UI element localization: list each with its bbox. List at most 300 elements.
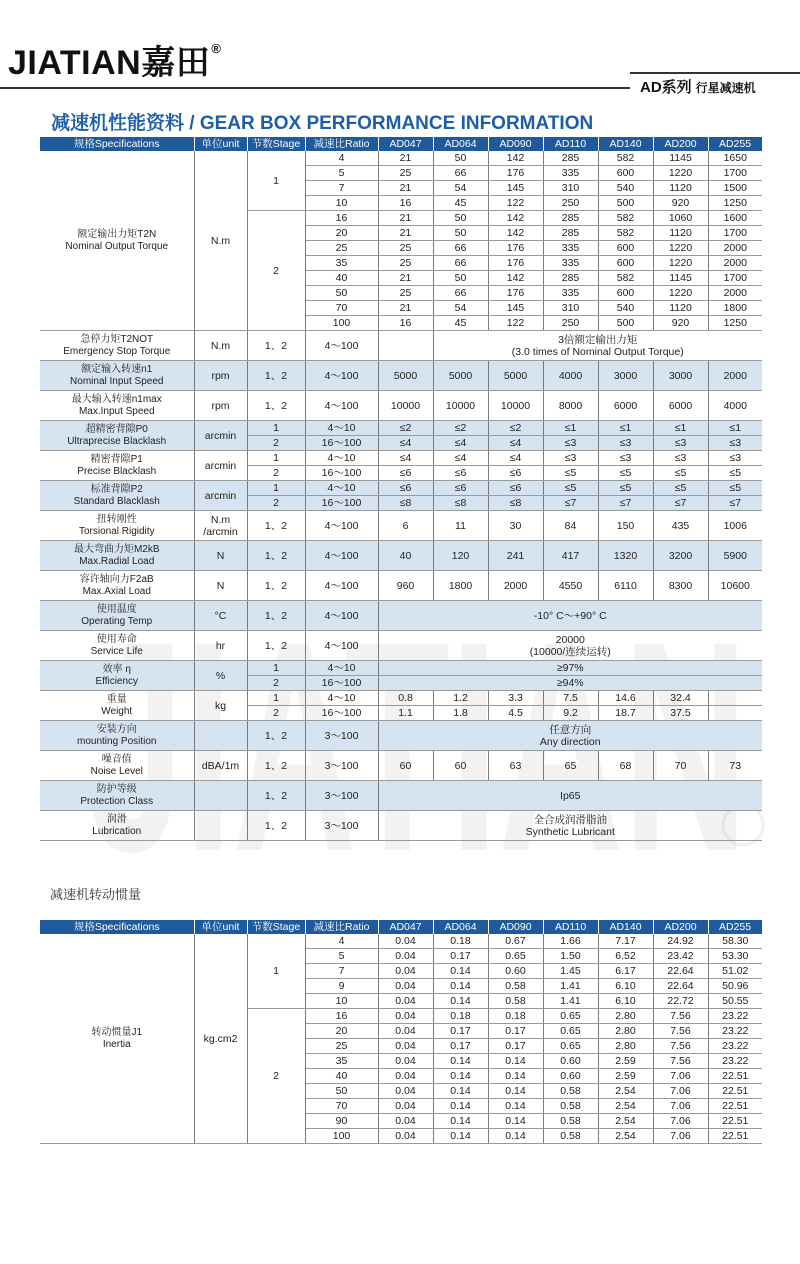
value-cell: 1.41	[543, 979, 598, 994]
value-cell: 0.04	[378, 1054, 433, 1069]
value-cell: 0.04	[378, 1084, 433, 1099]
stage-cell: 1、2	[247, 721, 305, 751]
value-cell: 1.1	[378, 706, 433, 721]
span-value-line-1: (10000/连续运转)	[529, 645, 611, 658]
value-cell: 0.58	[543, 1084, 598, 1099]
span-value	[378, 721, 762, 751]
column-header-9: AD200	[653, 137, 708, 151]
spec-label-inertia	[40, 934, 194, 1144]
value-cell: 7.06	[653, 1129, 708, 1144]
value-cell: ≤7	[708, 496, 762, 511]
value-cell: 4000	[543, 361, 598, 391]
value-cell: ≤4	[378, 451, 433, 466]
value-cell: 0.14	[488, 1129, 543, 1144]
spec-label-max-input-speed-line-0: 最大输入转速n1max	[71, 393, 162, 405]
column-header-7: AD110	[543, 920, 598, 934]
value-cell: 21	[378, 211, 433, 226]
row-backlash-p2	[40, 481, 762, 496]
value-cell: 0.65	[488, 949, 543, 964]
stage-cell: 1	[247, 151, 305, 211]
value-cell: 0.04	[378, 1129, 433, 1144]
column-header-9: AD200	[653, 920, 708, 934]
spec-label-radial-line-1: Max.Radial Load	[79, 555, 155, 567]
value-cell: 25	[378, 166, 433, 181]
value-cell: 250	[543, 316, 598, 331]
value-cell: 0.04	[378, 994, 433, 1009]
value-cell: 1120	[653, 226, 708, 241]
value-cell: 0.65	[543, 1024, 598, 1039]
spec-label-life-line-1: Service Life	[90, 645, 143, 657]
spec-label-temp-line-1: Operating Temp	[81, 615, 153, 627]
value-cell: 70	[653, 751, 708, 781]
value-cell: 73	[708, 751, 762, 781]
value-cell: 23.22	[708, 1039, 762, 1054]
value-cell: 582	[598, 211, 653, 226]
row-weight	[40, 691, 762, 706]
ratio-cell: 25	[305, 1039, 378, 1054]
value-cell: 1.8	[433, 706, 488, 721]
stage-cell: 2	[247, 496, 305, 511]
value-cell: 22.51	[708, 1099, 762, 1114]
value-cell: 8000	[543, 391, 598, 421]
ratio-cell: 4～10	[305, 421, 378, 436]
unit-cell	[194, 511, 247, 541]
page-header	[0, 0, 800, 96]
spec-label-input-speed-line-1: Nominal Input Speed	[70, 375, 164, 387]
value-cell: 7.06	[653, 1084, 708, 1099]
value-cell: 1320	[598, 541, 653, 571]
value-cell: 5900	[708, 541, 762, 571]
value-cell: 54	[433, 181, 488, 196]
value-cell: 582	[598, 271, 653, 286]
ratio-cell: 16	[305, 211, 378, 226]
value-cell: ≤3	[543, 451, 598, 466]
value-cell: 285	[543, 151, 598, 166]
value-cell: 145	[488, 301, 543, 316]
ratio-cell: 10	[305, 994, 378, 1009]
value-cell: 142	[488, 226, 543, 241]
column-header-2: 节数Stage	[247, 920, 305, 934]
value-cell: 1145	[653, 151, 708, 166]
value-cell: 1700	[708, 166, 762, 181]
value-cell: 22.51	[708, 1069, 762, 1084]
value-cell: 500	[598, 196, 653, 211]
ratio-cell: 16～100	[305, 676, 378, 691]
value-cell: 6.10	[598, 994, 653, 1009]
value-cell: 58.30	[708, 934, 762, 949]
value-cell: 50.55	[708, 994, 762, 1009]
spec-label-protection-line-1: Protection Class	[80, 795, 154, 807]
spec-label-axial-line-1: Max.Axial Load	[82, 585, 151, 597]
unit-cell: rpm	[194, 391, 247, 421]
value-cell: ≤3	[653, 436, 708, 451]
value-cell: 1700	[708, 271, 762, 286]
stage-cell: 1、2	[247, 751, 305, 781]
value-cell: 0.14	[433, 1069, 488, 1084]
value-cell: 0.17	[488, 1039, 543, 1054]
spec-label-max-input-speed-line-1: Max.Input Speed	[78, 405, 155, 417]
unit-cell: N	[194, 541, 247, 571]
row-backlash-p1	[40, 451, 762, 466]
spec-label-p0-line-1: Ultraprecise Blacklash	[67, 435, 167, 447]
series-subtitle: 行星减速机	[695, 81, 756, 95]
spec-label-emergency-line-1: Emergency Stop Torque	[63, 345, 171, 357]
value-cell: 66	[433, 256, 488, 271]
row-radial	[40, 541, 762, 571]
value-cell: 2000	[708, 286, 762, 301]
stage-cell: 2	[247, 436, 305, 451]
header-divider	[0, 87, 630, 89]
ratio-cell: 3～100	[305, 751, 378, 781]
spec-label-torque-line-0: 额定输出力矩T2N	[77, 228, 157, 240]
spec-label-protection-line-0: 防护等级	[96, 783, 137, 795]
value-cell: 1.41	[543, 994, 598, 1009]
value-cell: 60	[378, 751, 433, 781]
spec-label-axial-line-0: 容许轴向力F2aB	[79, 573, 154, 585]
value-cell: 0.04	[378, 1009, 433, 1024]
value-cell: 176	[488, 166, 543, 181]
spec-label-radial	[40, 541, 194, 571]
ratio-cell: 70	[305, 1099, 378, 1114]
value-cell: 600	[598, 241, 653, 256]
value-cell: 5000	[378, 361, 433, 391]
value-cell: ≤1	[543, 421, 598, 436]
value-cell: 0.65	[543, 1009, 598, 1024]
stage-cell: 1	[247, 481, 305, 496]
span-value: ≥94%	[378, 676, 762, 691]
value-cell: 16	[378, 316, 433, 331]
stage-cell: 2	[247, 676, 305, 691]
spec-label-rigidity-line-0: 扭转刚性	[96, 513, 137, 525]
value-cell: 582	[598, 226, 653, 241]
unit-cell: hr	[194, 631, 247, 661]
row-noise	[40, 751, 762, 781]
value-cell: ≤7	[598, 496, 653, 511]
value-cell: ≤3	[708, 436, 762, 451]
unit-cell	[194, 721, 247, 751]
value-cell: 417	[543, 541, 598, 571]
value-cell: 2.80	[598, 1039, 653, 1054]
spec-label-weight	[40, 691, 194, 721]
value-cell: 285	[543, 211, 598, 226]
value-cell: 1220	[653, 241, 708, 256]
value-cell: 7.17	[598, 934, 653, 949]
row-emergency	[40, 331, 762, 361]
value-cell: 241	[488, 541, 543, 571]
value-cell: 0.14	[488, 1054, 543, 1069]
column-header-5: AD064	[433, 137, 488, 151]
value-cell: 2000	[488, 571, 543, 601]
value-cell: 1.2	[433, 691, 488, 706]
spec-label-lubrication-line-1: Lubrication	[92, 825, 142, 837]
stage-cell: 1、2	[247, 391, 305, 421]
column-header-2: 节数Stage	[247, 137, 305, 151]
series-name: AD系列	[640, 79, 692, 96]
value-cell: 10000	[378, 391, 433, 421]
value-cell: 1060	[653, 211, 708, 226]
value-cell: 7.56	[653, 1009, 708, 1024]
value-cell: ≤6	[378, 481, 433, 496]
value-cell: ≤4	[488, 451, 543, 466]
row-axial	[40, 571, 762, 601]
value-cell: ≤3	[543, 436, 598, 451]
row-efficiency	[40, 661, 762, 676]
ratio-cell: 40	[305, 1069, 378, 1084]
span-value-line-1: (3.0 times of Nominal Output Torque)	[511, 345, 684, 358]
spec-label-mounting	[40, 721, 194, 751]
value-cell: 23.22	[708, 1024, 762, 1039]
value-cell: 4.5	[488, 706, 543, 721]
value-cell: 40	[378, 541, 433, 571]
value-cell: 0.65	[543, 1039, 598, 1054]
value-cell: 21	[378, 226, 433, 241]
value-cell: 1.45	[543, 964, 598, 979]
value-cell: 600	[598, 166, 653, 181]
value-cell: 176	[488, 286, 543, 301]
spec-label-lubrication	[40, 811, 194, 841]
value-cell: 5000	[433, 361, 488, 391]
spec-label-inertia-line-0: 转动惯量J1	[91, 1026, 143, 1038]
row-protection	[40, 781, 762, 811]
value-cell: 310	[543, 301, 598, 316]
value-cell: ≤1	[598, 421, 653, 436]
value-cell: 21	[378, 181, 433, 196]
value-cell: 2.54	[598, 1099, 653, 1114]
stage-cell: 1、2	[247, 571, 305, 601]
stage-cell: 1	[247, 691, 305, 706]
value-cell: 22.64	[653, 964, 708, 979]
value-cell: 0.04	[378, 949, 433, 964]
value-cell: 50	[433, 211, 488, 226]
value-cell: 9.2	[543, 706, 598, 721]
ratio-cell: 100	[305, 316, 378, 331]
ratio-cell: 4～10	[305, 481, 378, 496]
spec-label-input-speed-line-0: 额定输入转速n1	[81, 363, 153, 375]
span-value	[378, 781, 762, 811]
value-cell: 1650	[708, 151, 762, 166]
registered-mark: ®	[211, 41, 222, 56]
value-cell: ≤8	[433, 496, 488, 511]
value-cell: 24.92	[653, 934, 708, 949]
spec-label-weight-line-1: Weight	[101, 705, 133, 717]
value-cell: 142	[488, 271, 543, 286]
value-cell: 335	[543, 256, 598, 271]
performance-table	[40, 137, 763, 841]
value-cell: 0.14	[433, 1054, 488, 1069]
value-cell: 335	[543, 286, 598, 301]
stage-cell: 2	[247, 466, 305, 481]
ratio-cell: 16	[305, 1009, 378, 1024]
column-header-8: AD140	[598, 920, 653, 934]
value-cell: 500	[598, 316, 653, 331]
ratio-cell: 7	[305, 181, 378, 196]
spec-label-weight-line-0: 重量	[106, 693, 127, 705]
value-cell: ≤7	[543, 496, 598, 511]
brand-name: JIATIAN	[8, 44, 142, 82]
unit-cell: kg	[194, 691, 247, 721]
value-cell: 1.66	[543, 934, 598, 949]
value-cell: 7.56	[653, 1039, 708, 1054]
ratio-cell: 50	[305, 286, 378, 301]
ratio-cell: 4～10	[305, 661, 378, 676]
value-cell: 0.58	[543, 1114, 598, 1129]
stage-cell: 1、2	[247, 331, 305, 361]
unit-cell: °C	[194, 601, 247, 631]
value-cell: 22.51	[708, 1129, 762, 1144]
span-value	[378, 631, 762, 661]
value-cell: 25	[378, 286, 433, 301]
value-cell: 0.60	[543, 1054, 598, 1069]
value-cell: 920	[653, 316, 708, 331]
empty-cell	[378, 331, 433, 361]
unit-cell: rpm	[194, 361, 247, 391]
column-header-3: 减速比Ratio	[305, 920, 378, 934]
value-cell: 310	[543, 181, 598, 196]
spec-label-mounting-line-0: 安装方向	[96, 723, 137, 735]
stage-cell: 1	[247, 421, 305, 436]
value-cell: ≤5	[708, 466, 762, 481]
value-cell: 150	[598, 511, 653, 541]
ratio-cell: 4	[305, 151, 378, 166]
row-max-input-speed	[40, 391, 762, 421]
ratio-cell: 4	[305, 934, 378, 949]
span-value	[378, 811, 762, 841]
ratio-cell: 35	[305, 256, 378, 271]
ratio-cell: 4～100	[305, 361, 378, 391]
value-cell: 6000	[598, 391, 653, 421]
value-cell: ≤6	[433, 466, 488, 481]
inertia-table	[40, 920, 763, 1144]
spec-label-emergency-line-0: 急停力矩T2NOT	[80, 333, 154, 345]
ratio-cell: 4～100	[305, 601, 378, 631]
spec-label-p0	[40, 421, 194, 451]
ratio-cell: 7	[305, 964, 378, 979]
span-value	[433, 331, 762, 361]
unit-cell: dBA/1m	[194, 751, 247, 781]
value-cell: 0.60	[488, 964, 543, 979]
ratio-cell: 16～100	[305, 496, 378, 511]
value-cell: ≤3	[653, 451, 708, 466]
column-header-10: AD255	[708, 137, 762, 151]
span-value-line-0: 3倍额定输出力矩	[558, 333, 638, 346]
spec-label-radial-line-0: 最大弯曲力矩M2kB	[73, 543, 160, 555]
value-cell: 250	[543, 196, 598, 211]
value-cell: 10600	[708, 571, 762, 601]
spec-label-noise	[40, 751, 194, 781]
value-cell: 0.58	[488, 994, 543, 1009]
value-cell: 0.17	[433, 1039, 488, 1054]
value-cell: ≤2	[378, 421, 433, 436]
row-backlash-p0	[40, 421, 762, 436]
spec-label-torque	[40, 151, 194, 331]
value-cell: 0.58	[488, 979, 543, 994]
spec-label-efficiency	[40, 661, 194, 691]
column-header-1: 单位unit	[194, 920, 247, 934]
value-cell: 2.54	[598, 1114, 653, 1129]
value-cell: ≤7	[653, 496, 708, 511]
spec-label-rigidity-line-1: Torsional Rigidity	[78, 525, 155, 537]
spec-label-temp	[40, 601, 194, 631]
value-cell: 0.60	[543, 1069, 598, 1084]
value-cell: 23.42	[653, 949, 708, 964]
value-cell: 50	[433, 226, 488, 241]
spec-label-p2-line-1: Standard Blacklash	[73, 495, 160, 507]
value-cell: 1220	[653, 256, 708, 271]
ratio-cell: 50	[305, 1084, 378, 1099]
spec-label-mounting-line-1: mounting Position	[77, 735, 157, 747]
value-cell: 1800	[708, 301, 762, 316]
spec-label-protection	[40, 781, 194, 811]
value-cell: 5000	[488, 361, 543, 391]
value-cell: 0.04	[378, 1024, 433, 1039]
column-header-5: AD064	[433, 920, 488, 934]
value-cell: 25	[378, 241, 433, 256]
ratio-cell: 100	[305, 1129, 378, 1144]
spec-label-p0-line-0: 超精密背隙P0	[85, 423, 148, 435]
value-cell: 145	[488, 181, 543, 196]
unit-cell-line-0: N.m	[210, 513, 231, 526]
spec-label-life	[40, 631, 194, 661]
ratio-cell: 9	[305, 979, 378, 994]
stage-cell: 2	[247, 706, 305, 721]
header-divider-right	[630, 72, 800, 74]
value-cell: 1120	[653, 181, 708, 196]
spec-label-efficiency-line-1: Efficiency	[95, 675, 139, 687]
value-cell: 22.51	[708, 1084, 762, 1099]
table-header-row	[40, 137, 762, 151]
column-header-10: AD255	[708, 920, 762, 934]
spec-label-p2-line-0: 标准背隙P2	[90, 483, 143, 495]
value-cell: 0.17	[433, 949, 488, 964]
value-cell: 122	[488, 196, 543, 211]
brand-name-cn: 嘉田	[141, 44, 211, 82]
spec-label-temp-line-0: 使用温度	[96, 603, 137, 615]
value-cell: ≤6	[378, 466, 433, 481]
ratio-cell: 16～100	[305, 706, 378, 721]
value-cell: 7.56	[653, 1054, 708, 1069]
ratio-cell: 4～10	[305, 691, 378, 706]
span-value-line-1: Synthetic Lubricant	[525, 825, 615, 838]
value-cell: 84	[543, 511, 598, 541]
unit-cell: kg.cm2	[194, 934, 247, 1144]
ratio-cell: 5	[305, 166, 378, 181]
unit-cell: %	[194, 661, 247, 691]
value-cell: ≤5	[653, 481, 708, 496]
value-cell: ≤1	[708, 421, 762, 436]
value-cell: 6	[378, 511, 433, 541]
value-cell: 435	[653, 511, 708, 541]
value-cell: 2000	[708, 256, 762, 271]
value-cell: 22.51	[708, 1114, 762, 1129]
value-cell: 32.4	[653, 691, 708, 706]
value-cell: 285	[543, 226, 598, 241]
value-cell: 3000	[598, 361, 653, 391]
ratio-cell: 70	[305, 301, 378, 316]
value-cell: 45	[433, 316, 488, 331]
value-cell: 0.14	[488, 1069, 543, 1084]
ratio-cell: 4～100	[305, 541, 378, 571]
value-cell: 25	[378, 256, 433, 271]
value-cell: 6.52	[598, 949, 653, 964]
value-cell: 122	[488, 316, 543, 331]
row-lubrication	[40, 811, 762, 841]
value-cell: 1500	[708, 181, 762, 196]
ratio-cell: 3～100	[305, 811, 378, 841]
value-cell: 540	[598, 181, 653, 196]
value-cell: 2.54	[598, 1084, 653, 1099]
column-header-3: 减速比Ratio	[305, 137, 378, 151]
value-cell: ≤5	[598, 481, 653, 496]
